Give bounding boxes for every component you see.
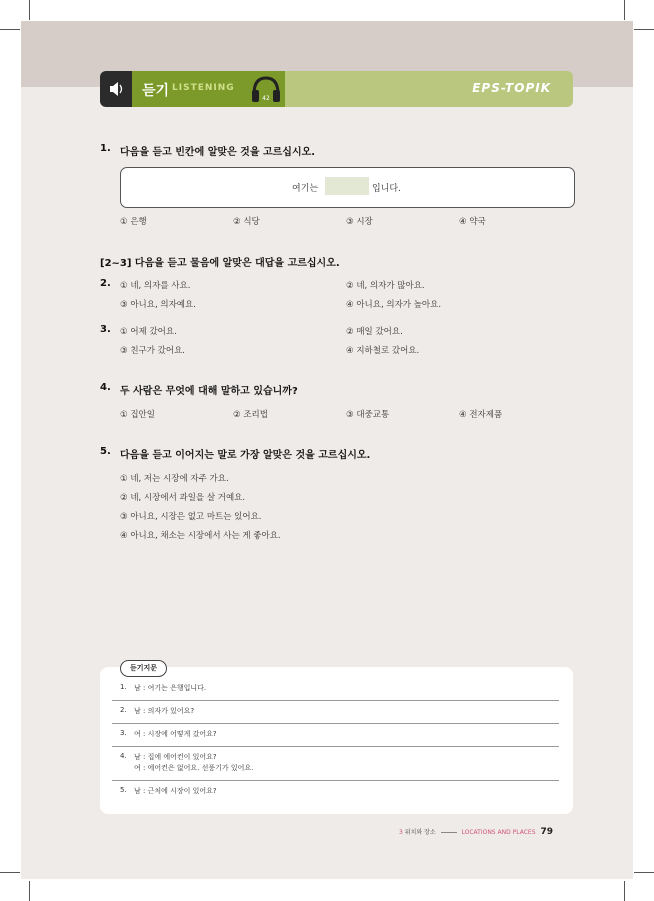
script-row-number: 3. bbox=[120, 729, 127, 737]
crop-mark bbox=[29, 0, 30, 20]
q5-option[interactable]: ② 네, 시장에서 과일을 살 거예요. bbox=[120, 493, 246, 503]
q1-option[interactable]: ④ 약국 bbox=[459, 217, 486, 227]
banner-speaker-block bbox=[100, 71, 132, 107]
script-divider bbox=[112, 780, 559, 781]
q4-option[interactable]: ② 조리법 bbox=[233, 410, 268, 420]
q2-option[interactable]: ④ 아니요, 의자가 높아요. bbox=[346, 300, 442, 310]
track-number: 42 bbox=[262, 95, 270, 102]
q5-option[interactable]: ③ 아니요, 시장은 없고 마트는 있어요. bbox=[120, 512, 262, 522]
page-number: 79 bbox=[540, 827, 553, 837]
crop-mark bbox=[634, 872, 654, 873]
banner-title: 듣기 bbox=[142, 83, 170, 99]
crop-mark bbox=[0, 29, 20, 30]
script-row-number: 4. bbox=[120, 752, 127, 760]
q4-option[interactable]: ③ 대중교통 bbox=[346, 410, 390, 420]
script-line: 여 : 시장에 어떻게 갔어요? bbox=[134, 730, 217, 738]
crop-mark bbox=[624, 0, 625, 20]
section-banner bbox=[100, 71, 573, 107]
script-row-number: 2. bbox=[120, 706, 127, 714]
chapter-title-kr: 위치와 장소 bbox=[404, 829, 436, 836]
script-row-number: 1. bbox=[120, 683, 127, 691]
q1-sentence-box bbox=[120, 167, 575, 208]
q4-number: 4. bbox=[100, 382, 111, 393]
q4-option[interactable]: ① 집안일 bbox=[120, 410, 155, 420]
crop-mark bbox=[634, 29, 654, 30]
script-line: 남 : 집에 에어컨이 있어요? bbox=[134, 753, 217, 761]
chapter-title-en: LOCATIONS AND PLACES bbox=[461, 829, 536, 836]
q2-option[interactable]: ② 네, 의자가 많아요. bbox=[346, 281, 425, 291]
q3-number: 3. bbox=[100, 324, 111, 335]
page-footer bbox=[399, 827, 553, 837]
script-line: 남 : 의자가 있어요? bbox=[134, 707, 195, 715]
script-divider bbox=[112, 746, 559, 747]
script-row-number: 5. bbox=[120, 786, 127, 794]
speaker-icon bbox=[100, 71, 132, 107]
brand-logo-text: EPS-TOPIK bbox=[472, 81, 551, 95]
q1-option[interactable]: ① 은행 bbox=[120, 217, 147, 227]
listening-script-box bbox=[100, 664, 573, 814]
q2-option[interactable]: ③ 아니요, 의자예요. bbox=[120, 300, 196, 310]
script-line: 남 : 근처에 시장이 있어요? bbox=[134, 787, 217, 795]
crop-mark bbox=[624, 881, 625, 901]
q5-prompt: 다음을 듣고 이어지는 말로 가장 알맞은 것을 고르십시오. bbox=[120, 450, 371, 461]
q1-prompt: 다음을 듣고 빈칸에 알맞은 것을 고르십시오. bbox=[120, 147, 316, 158]
crop-mark bbox=[0, 872, 20, 873]
q4-option[interactable]: ④ 전자제품 bbox=[459, 410, 503, 420]
crop-mark bbox=[29, 881, 30, 901]
script-line: 여 : 에어컨은 없어요. 선풍기가 있어요. bbox=[134, 764, 254, 772]
q5-number: 5. bbox=[100, 446, 111, 457]
script-divider bbox=[112, 723, 559, 724]
group-instruction: [2~3] 다음을 듣고 물음에 알맞은 대답을 고르십시오. bbox=[100, 258, 340, 269]
q1-box-right: 입니다. bbox=[372, 184, 401, 194]
q3-option[interactable]: ① 어제 갔어요. bbox=[120, 327, 177, 337]
q1-blank bbox=[325, 177, 369, 195]
q4-prompt: 두 사람은 무엇에 대해 말하고 있습니까? bbox=[120, 386, 298, 397]
q5-option[interactable]: ① 네, 저는 시장에 자주 가요. bbox=[120, 474, 229, 484]
q2-number: 2. bbox=[100, 278, 111, 289]
q3-option[interactable]: ③ 친구가 갔어요. bbox=[120, 346, 185, 356]
q2-option[interactable]: ① 네, 의자를 사요. bbox=[120, 281, 191, 291]
headphones-icon bbox=[250, 74, 282, 104]
q1-option[interactable]: ② 식당 bbox=[233, 217, 260, 227]
q3-option[interactable]: ② 매일 갔어요. bbox=[346, 327, 403, 337]
page bbox=[21, 21, 633, 879]
q1-box-left: 여기는 bbox=[292, 184, 319, 194]
script-line: 남 : 여기는 은행입니다. bbox=[134, 684, 207, 692]
footer-rule bbox=[441, 832, 457, 833]
q3-option[interactable]: ④ 지하철로 갔어요. bbox=[346, 346, 420, 356]
q5-option[interactable]: ④ 아니요, 채소는 시장에서 사는 게 좋아요. bbox=[120, 531, 281, 541]
chapter-number: 3 bbox=[399, 829, 403, 836]
banner-subtitle: LISTENING bbox=[172, 83, 235, 93]
script-divider bbox=[112, 700, 559, 701]
script-label: 듣기지문 bbox=[120, 660, 167, 677]
q1-number: 1. bbox=[100, 143, 111, 154]
q1-option[interactable]: ③ 시장 bbox=[346, 217, 373, 227]
